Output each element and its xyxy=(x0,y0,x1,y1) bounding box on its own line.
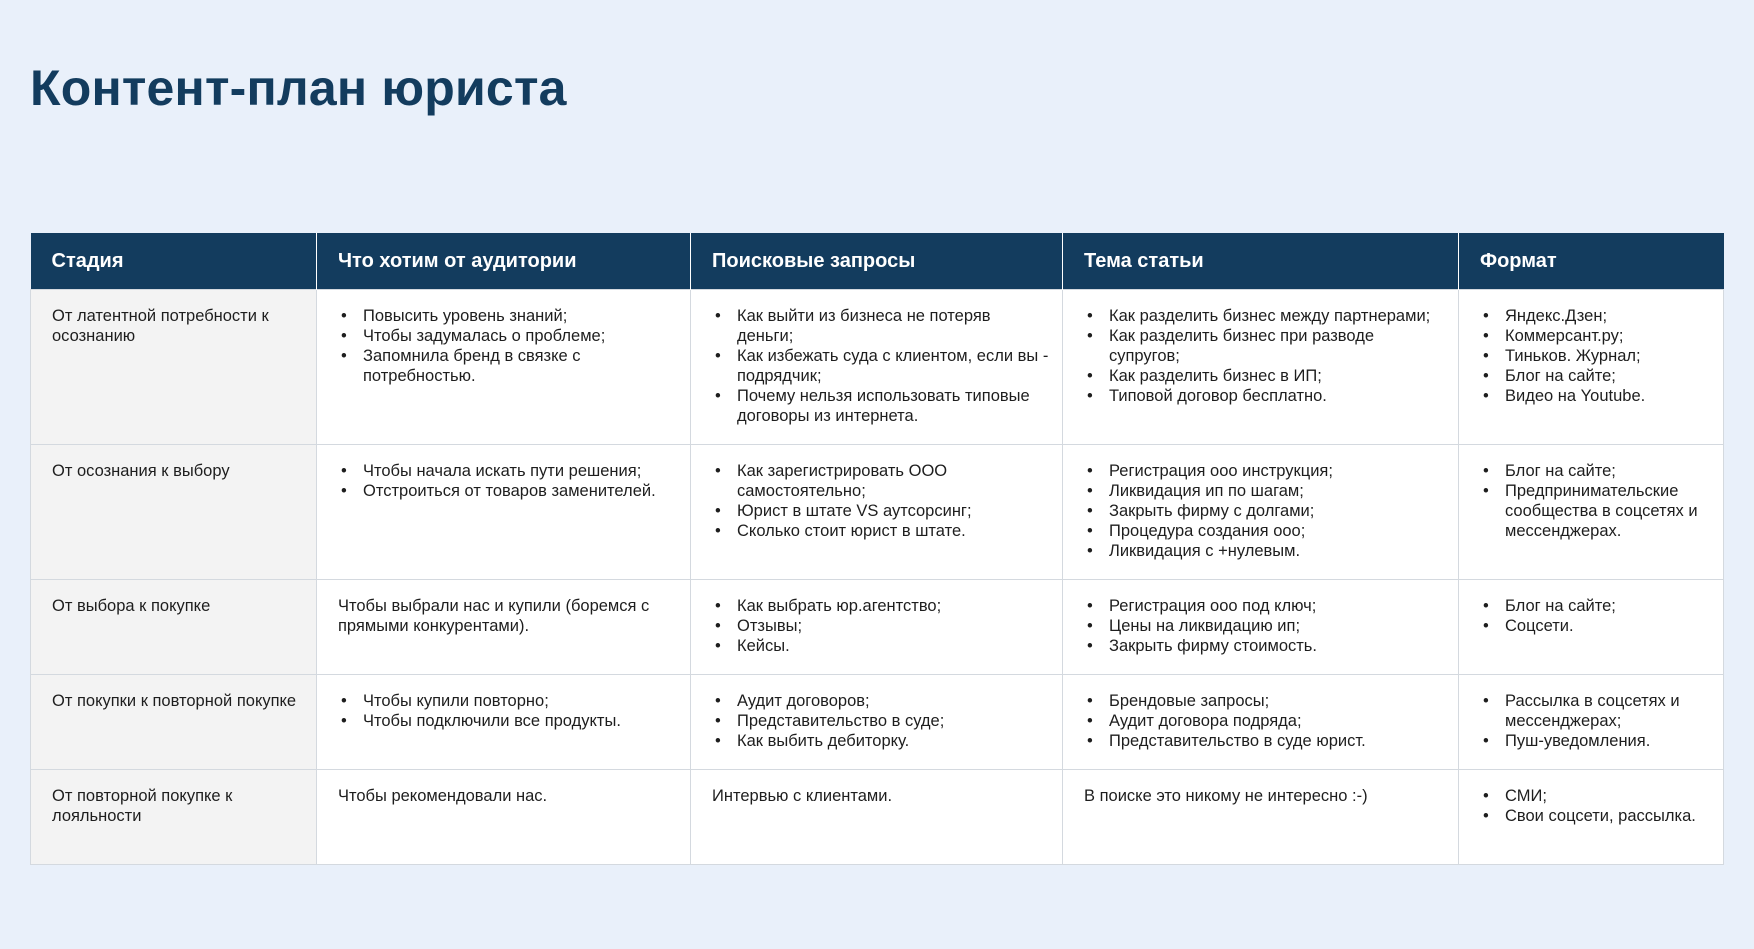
list-item: • Как зарегистрировать ООО самостоятельно; xyxy=(712,461,1050,501)
format-list xyxy=(1480,786,1711,826)
list-item: • Предпринимательские сообщества в соцсетях и мессенджерах. xyxy=(1480,481,1711,541)
list-item: • Процедура создания ооо; xyxy=(1084,521,1446,541)
table-header-row xyxy=(31,233,1724,290)
list-item: • СМИ; xyxy=(1480,786,1711,806)
format-cell xyxy=(1459,290,1724,445)
queries-list xyxy=(712,596,1050,656)
list-item: • Тиньков. Журнал; xyxy=(1480,346,1711,366)
list-item: • Как разделить бизнес при разводе супругов; xyxy=(1084,326,1446,366)
list-item: • Сколько стоит юрист в штате. xyxy=(712,521,1050,541)
queries-cell xyxy=(691,290,1063,445)
topics-cell xyxy=(1063,675,1459,770)
topics-list xyxy=(1084,306,1446,406)
goal-cell: Чтобы рекомендовали нас. xyxy=(317,770,691,865)
page-title: Контент-план юриста xyxy=(30,60,567,116)
list-item: • Чтобы купили повторно; xyxy=(338,691,678,711)
table-row xyxy=(31,580,1724,675)
list-item: • Представительство в суде; xyxy=(712,711,1050,731)
queries-cell: Интервью с клиентами. xyxy=(691,770,1063,865)
list-item: • Регистрация ооо под ключ; xyxy=(1084,596,1446,616)
list-item: • Цены на ликвидацию ип; xyxy=(1084,616,1446,636)
list-item: • Регистрация ооо инструкция; xyxy=(1084,461,1446,481)
goal-cell xyxy=(317,675,691,770)
queries-list xyxy=(712,306,1050,426)
list-item: • Как выйти из бизнеса не потеряв деньги; xyxy=(712,306,1050,346)
queries-list xyxy=(712,691,1050,751)
list-item: • Рассылка в соцсетях и мессенджерах; xyxy=(1480,691,1711,731)
list-item: • Как разделить бизнес между партнерами; xyxy=(1084,306,1446,326)
list-item: • Кейсы. xyxy=(712,636,1050,656)
goal-list xyxy=(338,306,678,386)
format-list xyxy=(1480,306,1711,406)
list-item: • Аудит договора подряда; xyxy=(1084,711,1446,731)
list-item: • Отстроиться от товаров заменителей. xyxy=(338,481,678,501)
list-item: • Блог на сайте; xyxy=(1480,366,1711,386)
list-item: • Чтобы задумалась о проблеме; xyxy=(338,326,678,346)
topics-cell xyxy=(1063,445,1459,580)
list-item: • Чтобы подключили все продукты. xyxy=(338,711,678,731)
list-item: • Закрыть фирму стоимость. xyxy=(1084,636,1446,656)
list-item: • Запомнила бренд в связке с потребностью. xyxy=(338,346,678,386)
topics-cell xyxy=(1063,580,1459,675)
format-list xyxy=(1480,596,1711,636)
table-row xyxy=(31,770,1724,865)
list-item: • Как разделить бизнес в ИП; xyxy=(1084,366,1446,386)
stage-cell: От выбора к покупке xyxy=(31,580,317,675)
list-item: • Коммерсант.ру; xyxy=(1480,326,1711,346)
goal-list xyxy=(338,691,678,731)
header-queries: Поисковые запросы xyxy=(691,233,1063,290)
topics-cell xyxy=(1063,290,1459,445)
list-item: • Блог на сайте; xyxy=(1480,461,1711,481)
stage-cell: От повторной покупке к лояльности xyxy=(31,770,317,865)
queries-list xyxy=(712,461,1050,541)
header-format: Формат xyxy=(1459,233,1724,290)
topics-list xyxy=(1084,461,1446,561)
header-stage: Стадия xyxy=(31,233,317,290)
list-item: • Соцсети. xyxy=(1480,616,1711,636)
list-item: • Типовой договор бесплатно. xyxy=(1084,386,1446,406)
goal-cell: Чтобы выбрали нас и купили (боремся с прямыми конкурентами). xyxy=(317,580,691,675)
list-item: • Отзывы; xyxy=(712,616,1050,636)
format-cell xyxy=(1459,445,1724,580)
format-list xyxy=(1480,691,1711,751)
list-item: • Закрыть фирму с долгами; xyxy=(1084,501,1446,521)
list-item: • Ликвидация с +нулевым. xyxy=(1084,541,1446,561)
stage-cell: От покупки к повторной покупке xyxy=(31,675,317,770)
table-row xyxy=(31,675,1724,770)
list-item: • Как избежать суда с клиентом, если вы - подрядчик; xyxy=(712,346,1050,386)
topics-list xyxy=(1084,596,1446,656)
stage-cell: От осознания к выбору xyxy=(31,445,317,580)
list-item: • Как выбить дебиторку. xyxy=(712,731,1050,751)
queries-cell xyxy=(691,445,1063,580)
topics-list xyxy=(1084,691,1446,751)
list-item: • Ликвидация ип по шагам; xyxy=(1084,481,1446,501)
goal-list xyxy=(338,461,678,501)
format-cell xyxy=(1459,675,1724,770)
list-item: • Свои соцсети, рассылка. xyxy=(1480,806,1711,826)
queries-cell xyxy=(691,675,1063,770)
list-item: • Блог на сайте; xyxy=(1480,596,1711,616)
list-item: • Пуш-уведомления. xyxy=(1480,731,1711,751)
table-row xyxy=(31,445,1724,580)
list-item: • Аудит договоров; xyxy=(712,691,1050,711)
list-item: • Чтобы начала искать пути решения; xyxy=(338,461,678,481)
topics-cell: В поиске это никому не интересно :-) xyxy=(1063,770,1459,865)
header-topics: Тема статьи xyxy=(1063,233,1459,290)
format-cell xyxy=(1459,580,1724,675)
queries-cell xyxy=(691,580,1063,675)
goal-cell xyxy=(317,290,691,445)
list-item: • Яндекс.Дзен; xyxy=(1480,306,1711,326)
stage-cell: От латентной потребности к осознанию xyxy=(31,290,317,445)
list-item: • Юрист в штате VS аутсорсинг; xyxy=(712,501,1050,521)
format-cell xyxy=(1459,770,1724,865)
format-list xyxy=(1480,461,1711,541)
list-item: • Повысить уровень знаний; xyxy=(338,306,678,326)
list-item: • Представительство в суде юрист. xyxy=(1084,731,1446,751)
table-row xyxy=(31,290,1724,445)
list-item: • Видео на Youtube. xyxy=(1480,386,1711,406)
list-item: • Брендовые запросы; xyxy=(1084,691,1446,711)
list-item: • Почему нельзя использовать типовые договоры из интернета. xyxy=(712,386,1050,426)
content-plan-table xyxy=(30,233,1724,865)
list-item: • Как выбрать юр.агентство; xyxy=(712,596,1050,616)
header-goal: Что хотим от аудитории xyxy=(317,233,691,290)
goal-cell xyxy=(317,445,691,580)
